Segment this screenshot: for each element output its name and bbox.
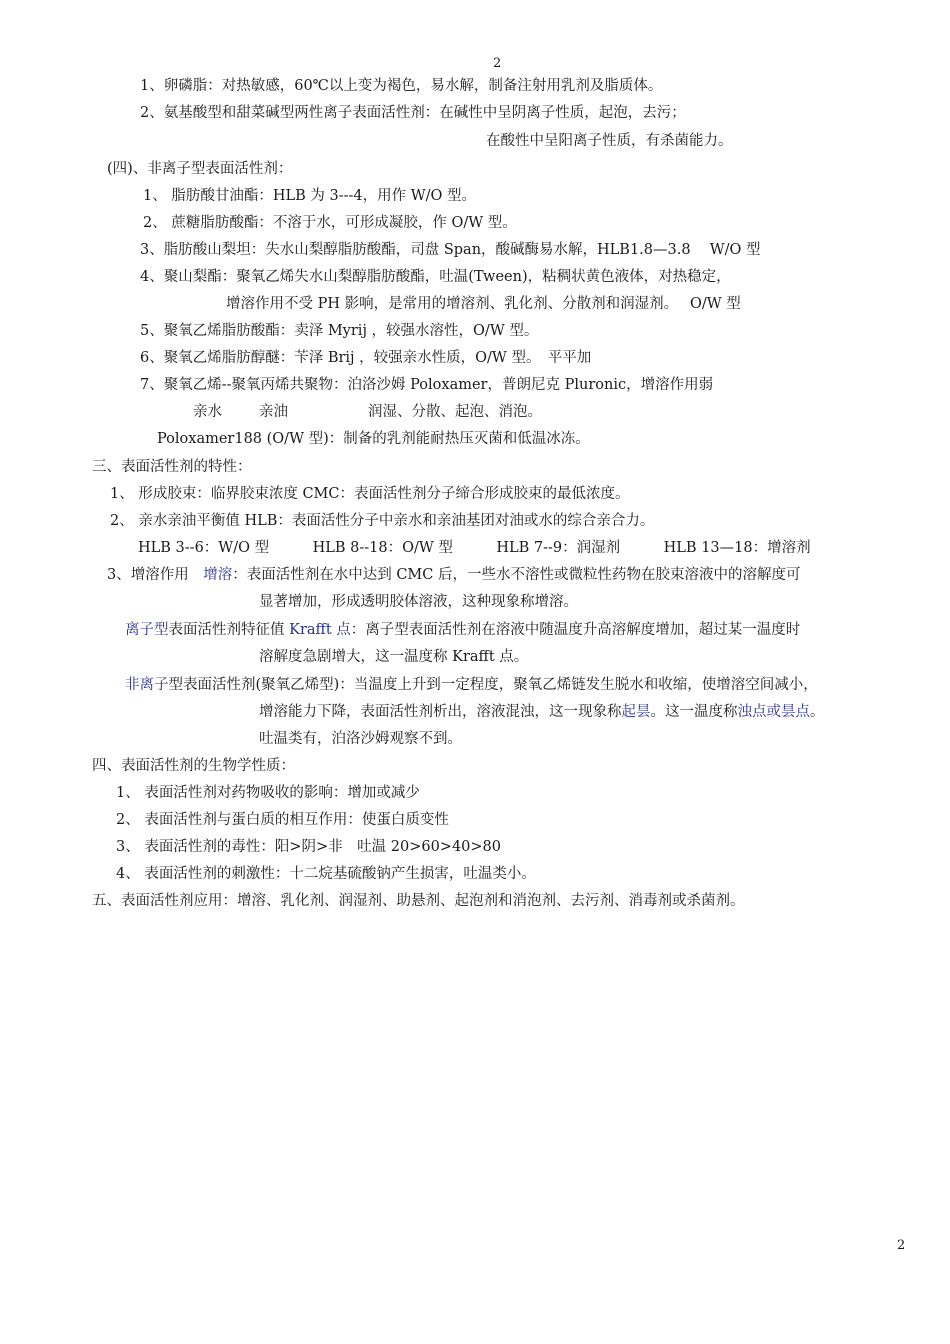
text-line: 1、 形成胶束：临界胶束浓度 CMC：表面活性剂分子缔合形成胶束的最低浓度。	[110, 486, 630, 502]
text-line: 4、 表面活性剂的刺激性：十二烷基硫酸钠产生损害，吐温类小。	[116, 866, 536, 882]
text-line: 1、 表面活性剂对药物吸收的影响：增加或减少	[116, 785, 420, 801]
text-run: 。这一温度称	[650, 704, 738, 720]
text-line: 亲油	[259, 404, 288, 420]
highlight-term: 起昙	[621, 704, 651, 720]
text-line: 在酸性中呈阳离子性质，有杀菌能力。	[486, 133, 733, 149]
text-line	[259, 702, 825, 722]
text-line: 7、聚氧乙烯--聚氧丙烯共聚物：泊洛沙姆 Poloxamer，普朗尼克 Pluronic，增溶作用弱	[140, 377, 714, 393]
text-line: 3、脂肪酸山梨坦：失水山梨醇脂肪酸酯，司盘 Span，酸碱酶易水解，HLB1.8—3.8 W/O 型	[140, 242, 761, 258]
text-run: ：离子型表面活性剂在溶液中随温度升高溶解度增加，超过某一温度时	[350, 622, 801, 638]
text-line: 2、 亲水亲油平衡值 HLB：表面活性分子中亲水和亲油基团对油或水的综合亲合力。	[110, 513, 655, 529]
section-heading: (四)、非离子型表面活性剂：	[107, 161, 293, 177]
text-line: 吐温类有，泊洛沙姆观察不到。	[259, 731, 462, 747]
text-run: 表面活性剂特征值	[168, 622, 290, 638]
highlight-term: 离子型	[125, 622, 169, 638]
text-line: 溶解度急剧增大，这一温度称 Krafft 点。	[259, 649, 529, 665]
text-line: 4、聚山梨酯：聚氧乙烯失水山梨醇脂肪酸酯，吐温(Tween)，粘稠状黄色液体，对热稳定，	[140, 269, 731, 285]
page-number-top: 2	[493, 56, 502, 71]
text-line: 2、 蔗糖脂肪酸酯：不溶于水，可形成凝胶，作 O/W 型。	[143, 215, 517, 231]
text-line: Poloxamer188 (O/W 型)：制备的乳剂能耐热压灭菌和低温冰冻。	[157, 431, 590, 447]
text-line: 2、 表面活性剂与蛋白质的相互作用：使蛋白质变性	[116, 812, 449, 828]
page-number-bottom: 2	[897, 1238, 906, 1253]
text-run: 。	[810, 704, 825, 720]
text-line	[107, 565, 801, 585]
highlight-term: 浊点或昙点	[737, 704, 810, 720]
section-heading: 三、表面活性剂的特性：	[92, 459, 252, 475]
text-run: 型表面活性剂(聚氧乙烯型)：当温度上升到一定程度，聚氧乙烯链发生脱水和收缩，使增溶空间减小，	[168, 677, 818, 693]
text-line: 5、聚氧乙烯脂肪酸酯：卖泽 Myrij ，较强水溶性，O/W 型。	[140, 323, 539, 339]
highlight-term: 增溶	[203, 567, 233, 583]
text-line: 1、卵磷脂：对热敏感，60℃以上变为褐色，易水解，制备注射用乳剂及脂质体。	[140, 78, 663, 94]
section-heading: 五、表面活性剂应用：增溶、乳化剂、润湿剂、助悬剂、起泡剂和消泡剂、去污剂、消毒剂或杀菌剂。	[92, 893, 745, 909]
text-line: 亲水	[193, 404, 222, 420]
text-run: 增溶能力下降，表面活性剂析出，溶液混浊，这一现象称	[259, 704, 622, 720]
highlight-term: Krafft 点	[289, 622, 351, 638]
text-line: 3、 表面活性剂的毒性：阳>阴>非 吐温 20>60>40>80	[116, 839, 501, 855]
text-line: HLB 3--6：W/O 型 HLB 8--18：O/W 型 HLB 7--9：润湿剂 HLB 13—18：增溶剂	[138, 540, 811, 556]
text-line	[125, 675, 818, 695]
text-line: 润湿、分散、起泡、消泡。	[368, 404, 542, 420]
text-line: 1、 脂肪酸甘油酯：HLB 为 3---4，用作 W/O 型。	[143, 188, 477, 204]
text-line: 增溶作用不受 PH 影响，是常用的增溶剂、乳化剂、分散剂和润湿剂。 O/W 型	[226, 296, 741, 312]
text-run: ：表面活性剂在水中达到 CMC 后，一些水不溶性或微粒性药物在胶束溶液中的溶解度可	[232, 567, 801, 583]
text-line: 显著增加，形成透明胶体溶液，这种现象称增溶。	[259, 594, 578, 610]
section-heading: 四、表面活性剂的生物学性质：	[92, 758, 295, 774]
text-line	[125, 620, 800, 640]
text-line: 2、氨基酸型和甜菜碱型两性离子表面活性剂：在碱性中呈阴离子性质，起泡，去污；	[140, 105, 686, 121]
text-line: 6、聚氧乙烯脂肪醇醚：苄泽 Brij ，较强亲水性质，O/W 型。 平平加	[140, 350, 592, 366]
highlight-term: 非离子	[125, 677, 169, 693]
text-run: 3、增溶作用	[107, 567, 204, 583]
